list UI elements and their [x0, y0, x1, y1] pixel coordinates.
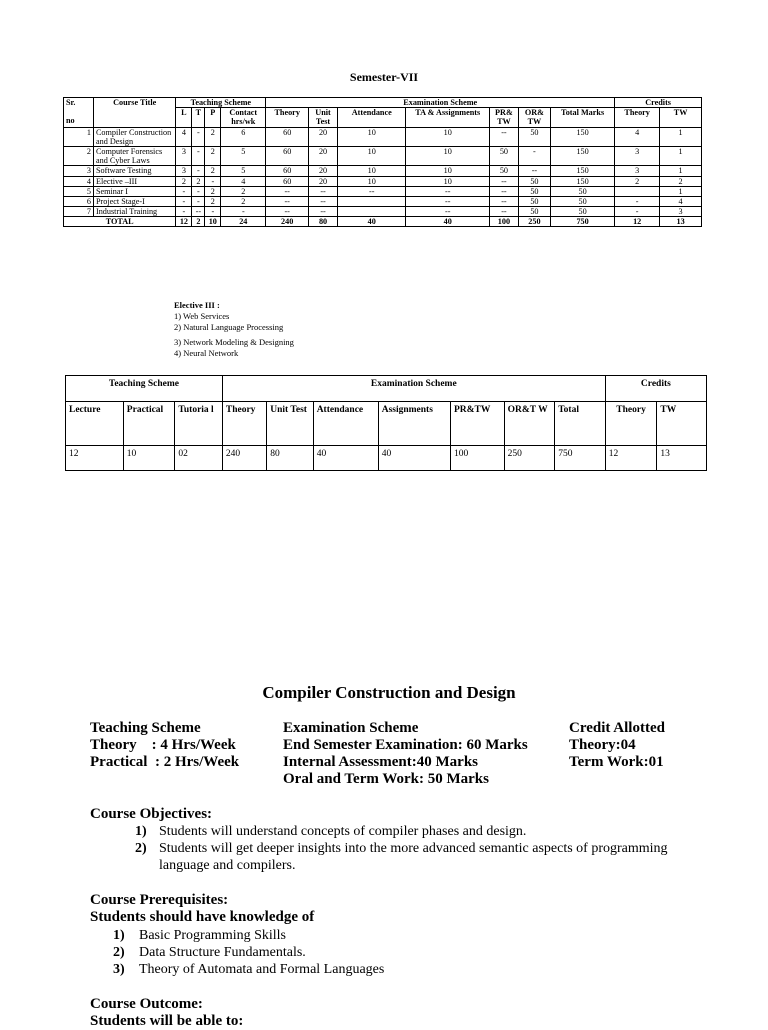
- summary-value: 10: [123, 446, 175, 471]
- summary-value: 250: [504, 446, 555, 471]
- table-row: [64, 127, 702, 146]
- summary-value: 40: [378, 446, 450, 471]
- cell: 10: [205, 217, 221, 227]
- cell: 10: [337, 166, 406, 176]
- cell: 10: [337, 146, 406, 165]
- summary-header: Theory: [605, 402, 657, 446]
- cell: 4: [615, 127, 660, 146]
- header-theory: Theory: [266, 108, 309, 127]
- cell: 20: [309, 146, 338, 165]
- internal-assessment: Internal Assessment:40 Marks: [283, 754, 478, 770]
- cell: 6: [221, 127, 266, 146]
- summary-header: Unit Test: [267, 402, 313, 446]
- cell: 2: [176, 176, 192, 186]
- cell: 50: [518, 127, 550, 146]
- cell: 5: [221, 166, 266, 176]
- cell: -: [205, 207, 221, 217]
- cell: 60: [266, 176, 309, 186]
- cell: [615, 186, 660, 196]
- cell-course-title: Software Testing: [93, 166, 175, 176]
- cell: 10: [406, 127, 489, 146]
- list-text: Basic Programming Skills: [139, 928, 286, 943]
- elective-heading: Elective III :: [174, 300, 220, 310]
- cell: --: [406, 186, 489, 196]
- cell: -: [176, 207, 192, 217]
- cell: 50: [550, 207, 614, 217]
- cell: 4: [221, 176, 266, 186]
- summary-header: OR&T W: [504, 402, 555, 446]
- cell: 2: [660, 176, 702, 186]
- cell: 1: [660, 186, 702, 196]
- cell: --: [518, 166, 550, 176]
- list-text: Students will understand concepts of compiler phases and design.: [159, 824, 527, 839]
- summary-header-row: [66, 402, 707, 446]
- cell: --: [309, 186, 338, 196]
- list-text: Data Structure Fundamentals.: [139, 945, 306, 960]
- end-sem-exam: End Semester Examination: 60 Marks: [283, 737, 528, 753]
- header-sr: Sr. no: [64, 98, 94, 128]
- cell: -: [192, 146, 205, 165]
- summary-value: 40: [313, 446, 378, 471]
- cell: --: [489, 186, 518, 196]
- elective-item: 1) Web Services: [174, 311, 230, 322]
- prereq-block: [90, 892, 314, 926]
- cell: 13: [660, 217, 702, 227]
- cell: 12: [615, 217, 660, 227]
- cell: 50: [489, 146, 518, 165]
- cell-sr: 2: [64, 146, 94, 165]
- course-title: Compiler Construction and Design: [262, 683, 516, 702]
- cell: 3: [615, 146, 660, 165]
- exam-scheme-label: Examination Scheme: [283, 720, 419, 736]
- theory-hours: Theory : 4 Hrs/Week: [90, 737, 236, 753]
- cell: -: [192, 166, 205, 176]
- cell: -: [176, 196, 192, 206]
- cell: 10: [337, 176, 406, 186]
- summary-header: TW: [657, 402, 707, 446]
- cell: 150: [550, 146, 614, 165]
- cell: -: [615, 196, 660, 206]
- prereq-heading: Course Prerequisites:: [90, 892, 229, 908]
- elective-item: 3) Network Modeling & Designing: [174, 337, 294, 348]
- list-text: Theory of Automata and Formal Languages: [139, 962, 385, 977]
- header-unit-test: Unit Test: [309, 108, 338, 127]
- cell: [337, 207, 406, 217]
- table-row: [64, 196, 702, 206]
- cell: 2: [205, 127, 221, 146]
- cell: 2: [221, 196, 266, 206]
- cell: 2: [192, 176, 205, 186]
- list-text: Students will get deeper insights into the more advanced semantic aspects of programming language and compilers.: [159, 841, 668, 873]
- cell: 10: [406, 146, 489, 165]
- summary-value: 750: [555, 446, 606, 471]
- cell: 50: [489, 166, 518, 176]
- cell: 80: [309, 217, 338, 227]
- cell: 40: [337, 217, 406, 227]
- cell: -: [205, 176, 221, 186]
- cell: 2: [205, 186, 221, 196]
- header-total-marks: Total Marks: [550, 108, 614, 127]
- teaching-scheme-block: [90, 720, 239, 771]
- header-course-title: Course Title: [93, 98, 175, 128]
- cell: 3: [660, 207, 702, 217]
- cell: 10: [337, 127, 406, 146]
- cell-course-title: Compiler Construction and Design: [93, 127, 175, 146]
- summary-value: 12: [66, 446, 124, 471]
- cell: --: [192, 207, 205, 217]
- cell: 2: [192, 217, 205, 227]
- cell: --: [406, 196, 489, 206]
- cell: 750: [550, 217, 614, 227]
- summary-value: 02: [175, 446, 222, 471]
- total-label: TOTAL: [64, 217, 176, 227]
- list-item: [135, 840, 675, 874]
- summary-group-row: [66, 376, 707, 402]
- cell: 2: [221, 186, 266, 196]
- list-number: 3): [113, 962, 125, 977]
- table-row: [64, 146, 702, 165]
- cell: 4: [176, 127, 192, 146]
- cell: -: [192, 186, 205, 196]
- cell: 12: [176, 217, 192, 227]
- summary-credits: Credits: [605, 376, 706, 402]
- table-row: [64, 166, 702, 176]
- summary-header: PR&TW: [450, 402, 504, 446]
- cell-course-title: Project Stage-I: [93, 196, 175, 206]
- cell: 10: [406, 166, 489, 176]
- cell: 3: [176, 146, 192, 165]
- cell: 240: [266, 217, 309, 227]
- cell: 50: [550, 196, 614, 206]
- cell: 60: [266, 127, 309, 146]
- summary-value-row: [66, 446, 707, 471]
- cell-sr: 7: [64, 207, 94, 217]
- cell: --: [309, 207, 338, 217]
- summary-header: Practical: [123, 402, 175, 446]
- outcome-block: [90, 996, 243, 1030]
- credit-theory: Theory:04: [569, 737, 636, 753]
- summary-header: Assignments: [378, 402, 450, 446]
- cell: 20: [309, 127, 338, 146]
- credit-term-work: Term Work:01: [569, 754, 664, 770]
- table-row: [64, 186, 702, 196]
- oral-term-work: Oral and Term Work: 50 Marks: [283, 771, 489, 787]
- cell-sr: 4: [64, 176, 94, 186]
- cell: 20: [309, 176, 338, 186]
- cell: 2: [205, 196, 221, 206]
- credit-block: [569, 720, 665, 771]
- header-exam-scheme: Examination Scheme: [266, 98, 615, 108]
- prereq-list: [113, 927, 513, 978]
- cell-sr: 3: [64, 166, 94, 176]
- header-prtw: PR& TW: [489, 108, 518, 127]
- outcome-heading: Course Outcome:: [90, 996, 203, 1012]
- cell-sr: 6: [64, 196, 94, 206]
- cell: 50: [518, 176, 550, 186]
- cell: --: [309, 196, 338, 206]
- table-row: [64, 207, 702, 217]
- cell: 40: [406, 217, 489, 227]
- cell: --: [406, 207, 489, 217]
- list-number: 2): [135, 841, 147, 856]
- cell: 60: [266, 166, 309, 176]
- cell: 2: [205, 166, 221, 176]
- list-item: [113, 944, 513, 961]
- objectives-heading: Course Objectives:: [90, 806, 213, 822]
- cell: 100: [489, 217, 518, 227]
- summary-value: 100: [450, 446, 504, 471]
- cell: -: [221, 207, 266, 217]
- list-number: 2): [113, 945, 125, 960]
- header-ta: TA & Assignments: [406, 108, 489, 127]
- cell: -: [192, 196, 205, 206]
- outcome-subheading: Students will be able to:: [90, 1013, 244, 1029]
- cell: 3: [615, 166, 660, 176]
- cell: 60: [266, 146, 309, 165]
- list-item: [113, 927, 513, 944]
- cell: 2: [205, 146, 221, 165]
- cell: --: [266, 207, 309, 217]
- cell: 2: [615, 176, 660, 186]
- summary-value: 80: [267, 446, 313, 471]
- cell: -: [192, 127, 205, 146]
- objectives-list: [135, 823, 675, 874]
- semester-scheme-table: [63, 97, 702, 227]
- summary-value: 12: [605, 446, 657, 471]
- cell: --: [337, 186, 406, 196]
- header-teaching-scheme: Teaching Scheme: [176, 98, 266, 108]
- prereq-subheading: Students should have knowledge of: [90, 909, 315, 925]
- header-credits: Credits: [615, 98, 702, 108]
- cell: 1: [660, 146, 702, 165]
- header-attendance: Attendance: [337, 108, 406, 127]
- cell: 20: [309, 166, 338, 176]
- cell: -: [615, 207, 660, 217]
- table-header-row: [64, 98, 702, 108]
- cell-sr: 1: [64, 127, 94, 146]
- table-total-row: [64, 217, 702, 227]
- summary-teaching-scheme: Teaching Scheme: [66, 376, 223, 402]
- cell: 4: [660, 196, 702, 206]
- cell: 10: [406, 176, 489, 186]
- summary-table: [65, 375, 707, 471]
- cell: 50: [550, 186, 614, 196]
- cell: --: [489, 127, 518, 146]
- header-ortw: OR& TW: [518, 108, 550, 127]
- cell-course-title: Industrial Training: [93, 207, 175, 217]
- cell: 5: [221, 146, 266, 165]
- header-p: P: [205, 108, 221, 127]
- cell: 50: [518, 207, 550, 217]
- cell-course-title: Elective –III: [93, 176, 175, 186]
- cell: 150: [550, 176, 614, 186]
- table-row: [64, 176, 702, 186]
- summary-header: Theory: [222, 402, 266, 446]
- cell: 3: [176, 166, 192, 176]
- cell: --: [266, 196, 309, 206]
- cell: --: [266, 186, 309, 196]
- list-number: 1): [135, 824, 147, 839]
- cell-course-title: Seminar I: [93, 186, 175, 196]
- cell: -: [518, 146, 550, 165]
- header-credit-tw: TW: [660, 108, 702, 127]
- cell: 24: [221, 217, 266, 227]
- summary-header: Lecture: [66, 402, 124, 446]
- cell: 50: [518, 186, 550, 196]
- credit-label: Credit Allotted: [569, 720, 665, 736]
- list-item: [113, 961, 513, 978]
- cell: 150: [550, 166, 614, 176]
- cell-sr: 5: [64, 186, 94, 196]
- cell: 1: [660, 127, 702, 146]
- summary-value: 240: [222, 446, 266, 471]
- summary-header: Tutoria l: [175, 402, 222, 446]
- summary-header: Attendance: [313, 402, 378, 446]
- header-credit-theory: Theory: [615, 108, 660, 127]
- cell: --: [489, 196, 518, 206]
- list-item: [135, 823, 675, 840]
- cell: --: [489, 207, 518, 217]
- cell: --: [489, 176, 518, 186]
- elective-item: 4) Neural Network: [174, 348, 239, 359]
- elective-list: [174, 300, 294, 359]
- cell: [337, 196, 406, 206]
- cell: 1: [660, 166, 702, 176]
- header-contact: Contact hrs/wk: [221, 108, 266, 127]
- header-t: T: [192, 108, 205, 127]
- cell: -: [176, 186, 192, 196]
- list-number: 1): [113, 928, 125, 943]
- summary-header: Total: [555, 402, 606, 446]
- cell: 150: [550, 127, 614, 146]
- exam-scheme-block: [283, 720, 528, 788]
- teaching-scheme-label: Teaching Scheme: [90, 720, 201, 736]
- cell: 250: [518, 217, 550, 227]
- practical-hours: Practical : 2 Hrs/Week: [90, 754, 240, 770]
- elective-item: 2) Natural Language Processing: [174, 322, 284, 333]
- cell: 50: [518, 196, 550, 206]
- summary-exam-scheme: Examination Scheme: [222, 376, 605, 402]
- header-l: L: [176, 108, 192, 127]
- summary-value: 13: [657, 446, 707, 471]
- cell-course-title: Computer Forensics and Cyber Laws: [93, 146, 175, 165]
- semester-title: Semester-VII: [349, 70, 419, 84]
